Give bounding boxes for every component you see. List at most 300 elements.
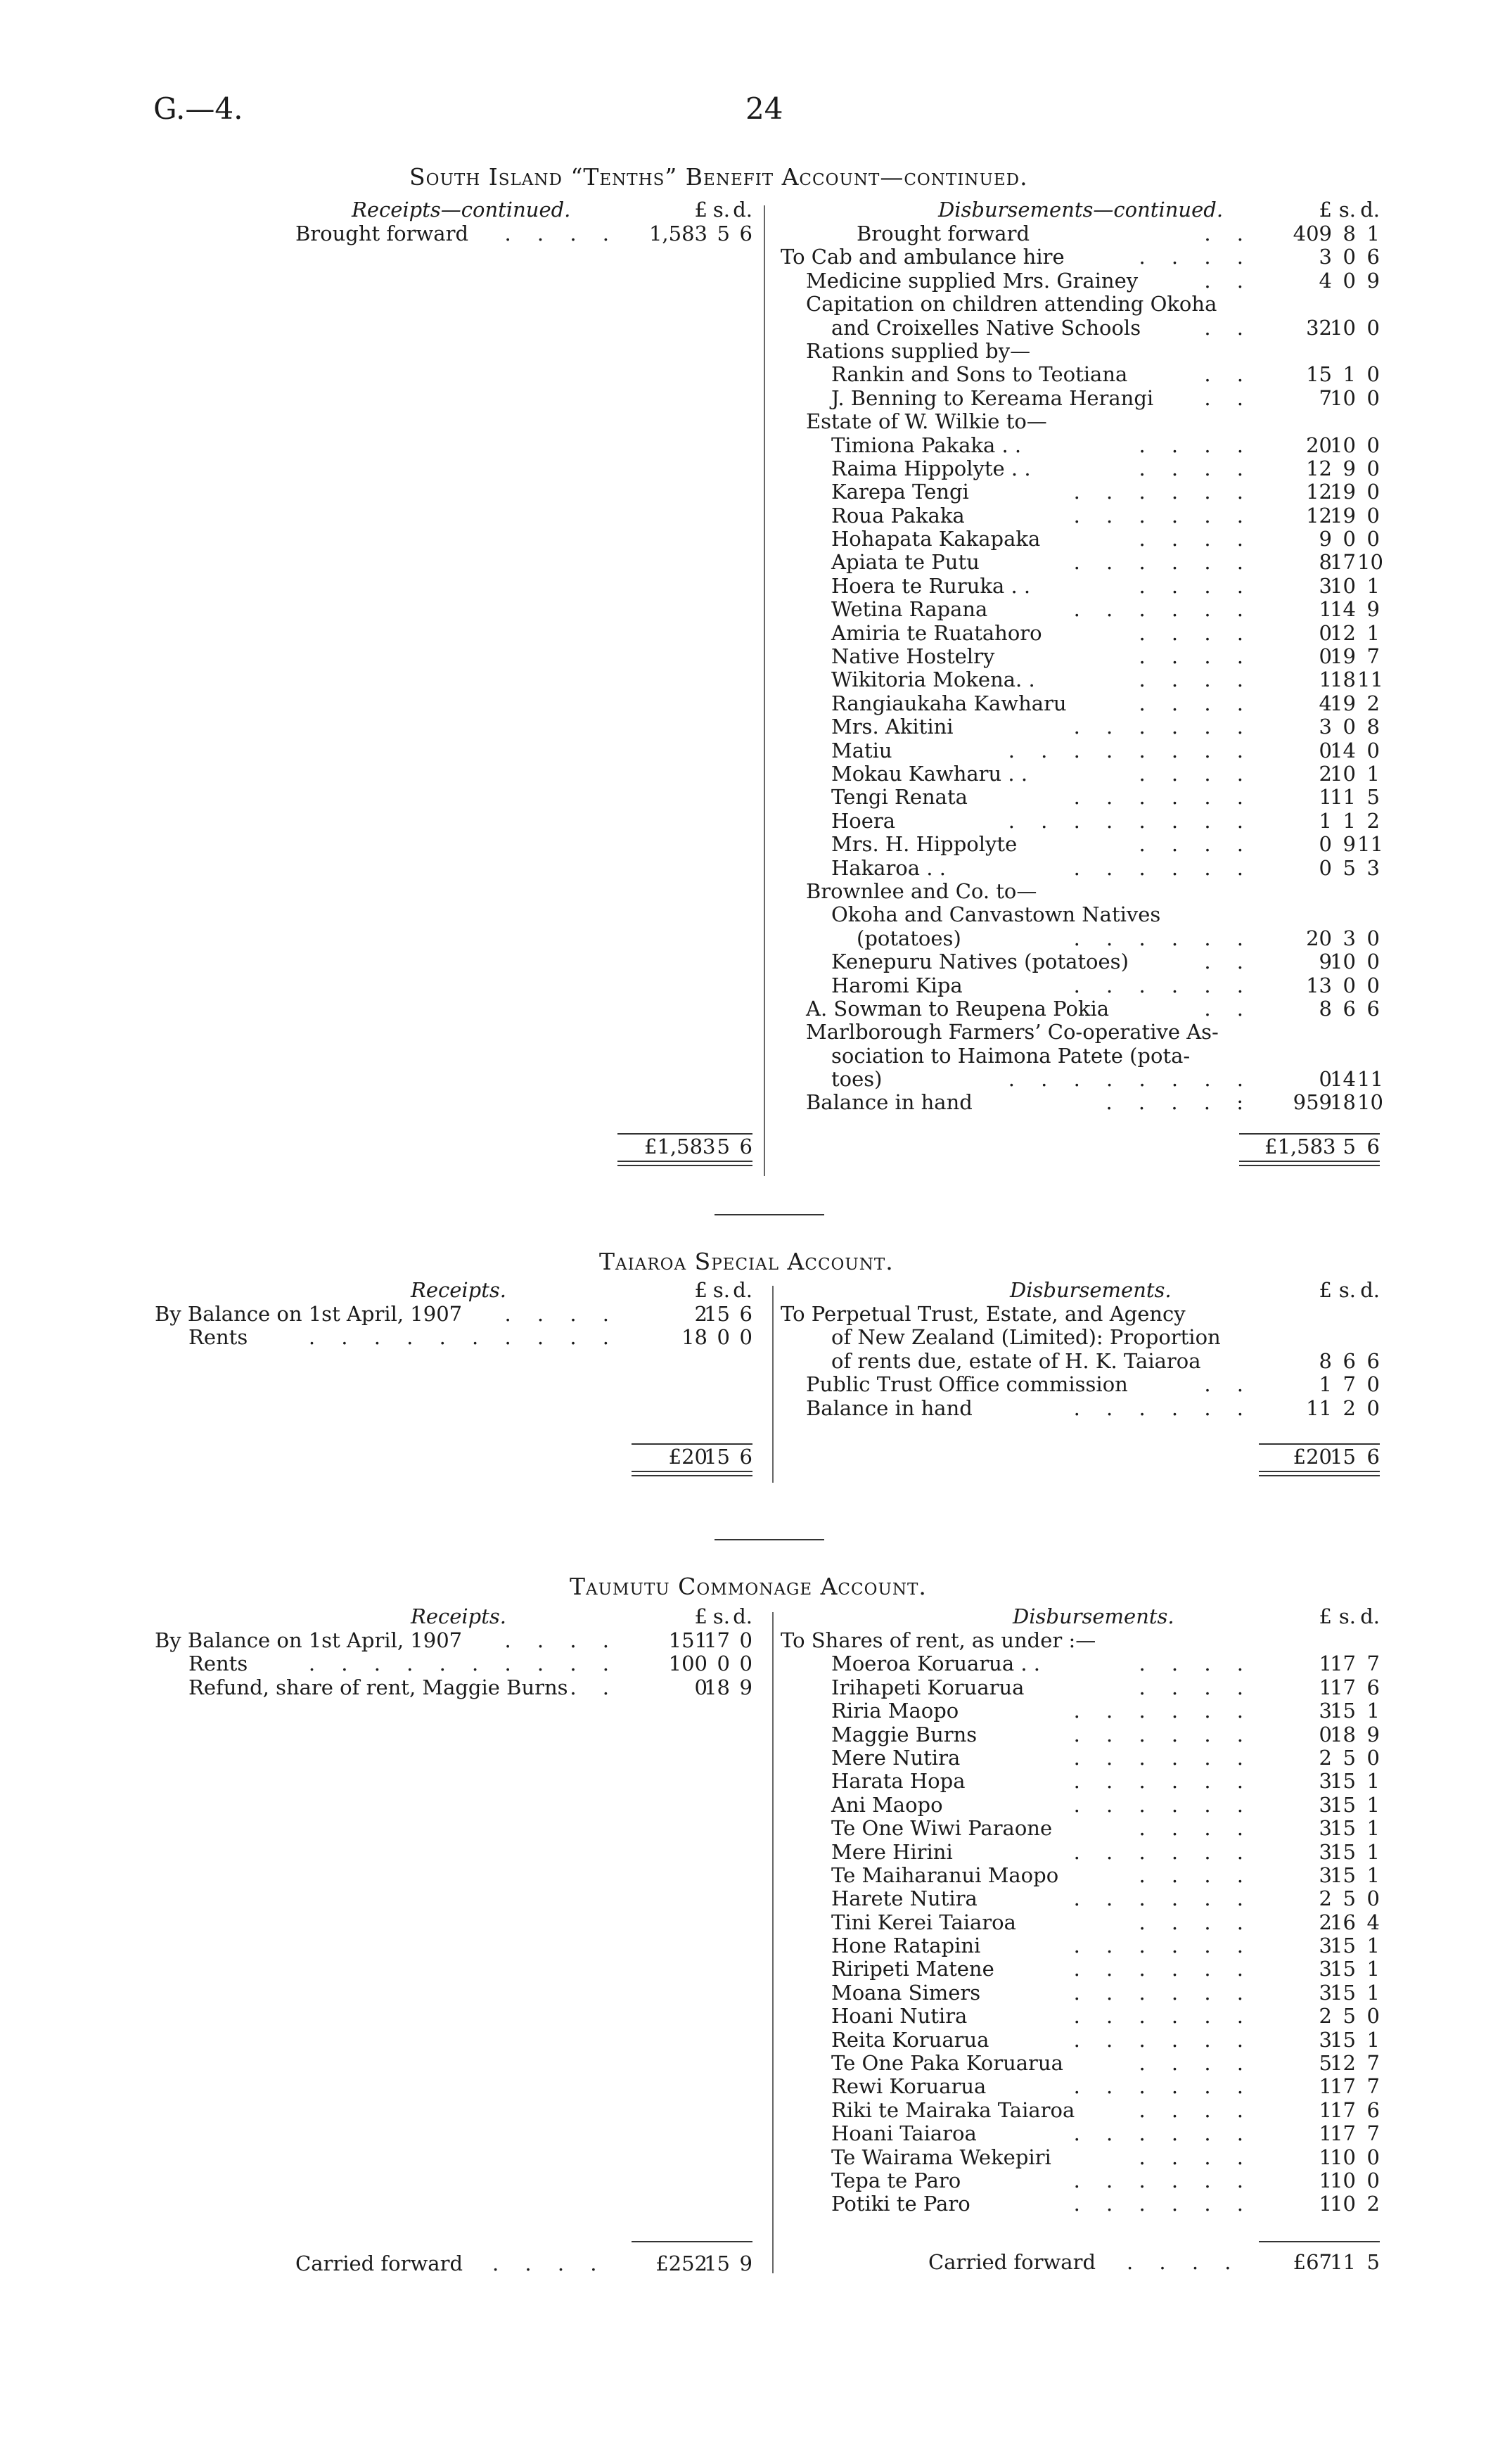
amount-pence: 0 <box>1366 926 1380 950</box>
col-shillings: s. <box>712 1278 730 1302</box>
leader-dots: . . . . . . <box>1073 1934 1253 1958</box>
amount-pounds: 3 <box>1319 1957 1332 1981</box>
leader-dots: . . <box>1204 315 1253 340</box>
amount-shillings: 3 <box>1343 926 1356 950</box>
s1-disb-total-pounds: £1,583 <box>1264 1135 1336 1158</box>
amount-pence: 9 <box>739 1675 752 1699</box>
amount-pounds: 9 <box>1319 527 1332 551</box>
s3-disb-carried-label: Carried forward <box>928 2250 1096 2274</box>
amount-shillings: 2 <box>1343 1395 1356 1420</box>
ledger-row <box>781 1817 1380 1840</box>
amount-pence: 0 <box>1366 433 1380 457</box>
amount-shillings: 15 <box>1330 1839 1356 1864</box>
amount-pounds: 0 <box>694 1675 707 1699</box>
amount-shillings: 1 <box>1343 362 1356 387</box>
amount-pence: 4 <box>1366 1910 1380 1934</box>
entry-label: Roua Pakaka <box>831 503 965 528</box>
amount-pence: 0 <box>1366 385 1380 410</box>
s3-receipts-carried-row <box>155 2252 752 2275</box>
ledger-row <box>781 832 1383 857</box>
leader-dots: . . . . . . . . <box>1008 808 1253 833</box>
amount-shillings: 17 <box>1330 1652 1356 1676</box>
amount-pounds: 0 <box>1319 832 1332 857</box>
ledger-row <box>781 1981 1380 2005</box>
amount-pence: 6 <box>739 222 752 245</box>
amount-shillings: 18 <box>1330 668 1356 692</box>
amount-pence: 1 <box>1366 1816 1380 1841</box>
amount-shillings: 18 <box>1330 1722 1356 1746</box>
leader-dots: . . . . <box>1139 1652 1253 1676</box>
amount-shillings: 6 <box>1343 1348 1356 1373</box>
s1-disb-header: Disbursements—continued. <box>938 198 1224 222</box>
leader-dots: . . . . . . <box>1073 1395 1253 1420</box>
leader-dots: . . . . . . <box>1073 2074 1253 2099</box>
ledger-row <box>155 1326 752 1349</box>
entry-label: and Croixelles Native Schools <box>831 315 1141 340</box>
leader-dots: . . <box>1204 950 1253 974</box>
amount-shillings: 14 <box>1330 738 1356 762</box>
ledger-row <box>781 2005 1380 2028</box>
amount-pounds: 0 <box>1319 620 1332 645</box>
amount-pounds: 3 <box>1319 1769 1332 1794</box>
entry-label: Estate of W. Wilkie to— <box>806 409 1047 434</box>
entry-label: To Perpetual Trust, Estate, and Agency <box>781 1302 1186 1326</box>
ledger-row <box>781 857 1380 880</box>
leader-dots: . . . . . . <box>1073 1886 1253 1911</box>
s1-receipts-total-row <box>295 1135 752 1158</box>
page-reference: G.—4. <box>153 91 243 126</box>
leader-dots: . . . . <box>1139 1675 1253 1699</box>
amount-shillings: 10 <box>1330 2192 1356 2216</box>
leader-dots: . . . . <box>1139 2051 1253 2076</box>
amount-shillings: 10 <box>1330 761 1356 786</box>
amount-pounds: 1 <box>1319 668 1332 692</box>
leader-dots: . . . . <box>1139 433 1253 457</box>
ledger-row <box>781 997 1380 1021</box>
entry-label: Mrs. H. Hippolyte <box>831 832 1018 857</box>
ledger-row <box>781 1067 1383 1092</box>
ledger-row <box>781 528 1380 551</box>
amount-pence: 0 <box>1366 973 1380 997</box>
amount-pounds: 3 <box>1319 1792 1332 1817</box>
entry-label: Haromi Kipa <box>831 973 963 997</box>
ledger-row <box>781 1373 1380 1396</box>
leader-dots: . . . . . . <box>1073 1722 1253 1746</box>
entry-label: Wetina Rapana <box>831 597 988 622</box>
ledger-row <box>781 1887 1380 1910</box>
s2-receipts-double-rule <box>632 1471 752 1476</box>
ledger-row <box>781 2052 1380 2075</box>
ledger-row <box>781 1090 1383 1115</box>
page-number: 24 <box>745 91 783 126</box>
entry-label: To Shares of rent, as under :— <box>781 1628 1096 1652</box>
s2-disb-total-shillings: 15 <box>1330 1445 1356 1469</box>
section-title-tenths: South Island “Tenths” Benefit Account—continued. <box>409 163 1028 191</box>
entry-label: Balance in hand <box>806 1090 973 1115</box>
amount-pence: 1 <box>1366 573 1380 598</box>
amount-shillings: 0 <box>1343 715 1356 739</box>
amount-shillings: 15 <box>1330 1863 1356 1887</box>
entry-label: Harete Nutira <box>831 1886 978 1911</box>
s1-receipts-header: Receipts—continued. <box>352 198 571 222</box>
entry-label: Amiria te Ruatahoro <box>831 620 1042 645</box>
amount-pounds: 8 <box>1319 996 1332 1021</box>
amount-pence: 0 <box>1366 1745 1380 1770</box>
entry-label: Balance in hand <box>806 1395 973 1420</box>
amount-pence: 0 <box>1366 2004 1380 2029</box>
amount-pence: 1 <box>1366 1957 1380 1981</box>
amount-shillings: 15 <box>1330 1957 1356 1981</box>
leader-dots: . . . . . . <box>1073 715 1253 739</box>
s2-receipts-list <box>155 1303 752 1350</box>
entry-label: Okoha and Canvastown Natives <box>831 902 1161 927</box>
ledger-row <box>781 645 1380 668</box>
entry-label: Rankin and Sons to Teotiana <box>831 362 1128 387</box>
amount-shillings: 0 <box>717 1325 730 1350</box>
amount-shillings: 15 <box>1330 1792 1356 1817</box>
leader-dots: . . . . . . <box>1073 2027 1253 2052</box>
leader-dots: . . . . . . . . <box>1008 1067 1253 1092</box>
entry-label: By Balance on 1st April, 1907 <box>155 1302 463 1326</box>
amount-pence: 5 <box>1366 785 1380 810</box>
amount-pence: 1 <box>1366 1839 1380 1864</box>
amount-pence: 11 <box>1357 832 1383 857</box>
amount-pence: 1 <box>1366 1699 1380 1723</box>
leader-dots: . . . . . . . . . . <box>308 1652 619 1676</box>
col-shillings: s. <box>712 198 730 222</box>
amount-pounds: 2 <box>1319 1886 1332 1911</box>
s3-receipts-carried-pence: 9 <box>739 2252 752 2275</box>
ledger-row <box>155 1676 752 1699</box>
amount-pence: 0 <box>739 1652 752 1676</box>
leader-dots: . . . . <box>1139 2097 1253 2122</box>
amount-shillings: 0 <box>1343 245 1356 269</box>
leader-dots: . . . . . . <box>1073 1980 1253 2005</box>
amount-pounds: 20 <box>1306 926 1332 950</box>
amount-shillings: 6 <box>1343 996 1356 1021</box>
ledger-row <box>295 222 752 245</box>
amount-shillings: 17 <box>1330 1675 1356 1699</box>
entry-label: Wikitoria Mokena. . <box>831 668 1035 692</box>
col-shillings: s. <box>1338 1278 1356 1302</box>
leader-dots: . . . . <box>1139 1816 1253 1841</box>
s1-receipts-list <box>295 222 752 245</box>
ledger-row <box>781 1021 1380 1044</box>
col-pounds: £ <box>694 1278 707 1302</box>
ledger-row <box>781 762 1380 786</box>
ledger-row <box>781 2075 1380 2098</box>
amount-shillings: 15 <box>1330 2027 1356 2052</box>
leader-dots: . . . . . . <box>1073 926 1253 950</box>
entry-label: Hoani Nutira <box>831 2004 968 2029</box>
s3-receipts-header: Receipts. <box>411 1604 506 1628</box>
entry-label: Tepa te Paro <box>831 2168 961 2192</box>
s3-receipts-carried-shillings: 15 <box>704 2252 730 2275</box>
ledger-row <box>781 1746 1380 1770</box>
s1-disb-total-pence: 6 <box>1366 1135 1380 1158</box>
amount-shillings: 10 <box>1330 315 1356 340</box>
s3-receipts-header-row <box>155 1605 752 1628</box>
leader-dots: . . . . . . <box>1073 2192 1253 2216</box>
amount-pence: 2 <box>1366 808 1380 833</box>
entry-label: Te Wairama Wekepiri <box>831 2145 1051 2169</box>
amount-pence: 1 <box>1366 1980 1380 2005</box>
entry-label: toes) <box>831 1067 883 1092</box>
amount-shillings: 17 <box>704 1628 730 1652</box>
s1-disb-total-shillings: 5 <box>1343 1135 1356 1158</box>
ledger-row <box>781 222 1380 245</box>
amount-pence: 6 <box>1366 1675 1380 1699</box>
s2-disb-total-pounds: £20 <box>1293 1445 1332 1469</box>
s2-receipts-total-pence: 6 <box>739 1445 752 1469</box>
ledger-row <box>155 1303 752 1326</box>
entry-label: Karepa Tengi <box>831 480 969 504</box>
col-pounds: £ <box>1319 1604 1332 1628</box>
col-pence: d. <box>733 1278 752 1302</box>
entry-label: Mere Hirini <box>831 1839 953 1864</box>
ledger-row <box>781 245 1380 269</box>
amount-pence: 1 <box>1366 761 1380 786</box>
amount-shillings: 19 <box>1330 480 1356 504</box>
s2-disb-total-row <box>781 1445 1380 1469</box>
leader-dots: . . . . . . . . <box>1008 738 1253 762</box>
leader-dots: . . . . <box>1139 832 1253 857</box>
leader-dots: . . <box>570 1675 619 1699</box>
col-pence: d. <box>1360 1604 1380 1628</box>
amount-pence: 0 <box>1366 362 1380 387</box>
amount-shillings: 19 <box>1330 503 1356 528</box>
amount-pence: 1 <box>1366 1863 1380 1887</box>
leader-dots: . . . . . . <box>1073 855 1253 880</box>
amount-shillings: 10 <box>1330 433 1356 457</box>
s3-disb-carried-shillings: 11 <box>1330 2250 1356 2274</box>
entry-label: Hakaroa . . <box>831 855 946 880</box>
leader-dots: . . <box>1204 362 1253 387</box>
s2-receipts-total-pounds: £20 <box>668 1445 707 1469</box>
entry-label: Hohapata Kakapaka <box>831 527 1041 551</box>
ledger-row <box>781 1911 1380 1934</box>
leader-dots: . . . . . . <box>1073 550 1253 575</box>
entry-label: Hone Ratapini <box>831 1934 981 1958</box>
ledger-row <box>781 739 1380 762</box>
leader-dots: . . . . . . <box>1073 785 1253 810</box>
col-pence: d. <box>733 198 752 222</box>
entry-label: Apiata te Putu <box>831 550 980 575</box>
amount-shillings: 0 <box>717 1652 730 1676</box>
entry-label: Raima Hippolyte . . <box>831 456 1031 480</box>
amount-pence: 1 <box>1366 2027 1380 2052</box>
ledger-row <box>781 1350 1380 1373</box>
amount-shillings: 19 <box>1330 691 1356 715</box>
ledger-row <box>781 575 1380 598</box>
amount-pounds: 151 <box>668 1628 707 1652</box>
amount-pounds: 18 <box>681 1325 707 1350</box>
amount-pounds: 1 <box>1319 2145 1332 2169</box>
amount-pence: 7 <box>1366 2074 1380 2099</box>
amount-shillings: 14 <box>1330 1067 1356 1092</box>
col-pence: d. <box>1360 1278 1380 1302</box>
ledger-row <box>781 786 1380 809</box>
ledger-row <box>781 1676 1380 1699</box>
s3-disb-header-row <box>781 1605 1380 1628</box>
ledger-row <box>781 1770 1380 1793</box>
ledger-row <box>781 410 1380 433</box>
amount-pence: 0 <box>1366 2168 1380 2192</box>
ledger-row <box>781 1652 1380 1675</box>
amount-shillings: 1 <box>1343 808 1356 833</box>
amount-pounds: 20 <box>1306 433 1332 457</box>
ledger-row <box>781 2099 1380 2122</box>
amount-pounds: 1 <box>1319 2074 1332 2099</box>
entry-label: Brownlee and Co. to— <box>806 879 1037 903</box>
amount-pence: 2 <box>1366 2192 1380 2216</box>
amount-shillings: 5 <box>717 222 730 245</box>
s3-disb-carried-pence: 5 <box>1366 2250 1380 2274</box>
s2-receipts-total-row <box>155 1445 752 1469</box>
entry-label: Public Trust Office commission <box>806 1372 1128 1397</box>
entry-label: Reita Koruarua <box>831 2027 989 2052</box>
leader-dots: . . . . <box>1139 668 1253 692</box>
entry-label: Capitation on children attending Okoha <box>806 292 1217 317</box>
amount-pence: 10 <box>1357 550 1383 575</box>
amount-pence: 9 <box>1366 268 1380 293</box>
leader-dots: . . . . <box>1139 620 1253 645</box>
amount-shillings: 16 <box>1330 1910 1356 1934</box>
leader-dots: . . . . . . <box>1073 503 1253 528</box>
entry-label: Te Maiharanui Maopo <box>831 1863 1059 1887</box>
s1-divider <box>764 205 765 1176</box>
entry-label: Moeroa Koruarua . . <box>831 1652 1041 1676</box>
amount-pounds: 12 <box>1306 480 1332 504</box>
col-pounds: £ <box>1319 1278 1332 1302</box>
amount-pounds: 9 <box>1319 950 1332 974</box>
leader-dots: . . . . . . <box>1073 973 1253 997</box>
entry-label: Hoani Taiaroa <box>831 2121 977 2146</box>
amount-shillings: 9 <box>1343 832 1356 857</box>
amount-pounds: 7 <box>1319 385 1332 410</box>
leader-dots: . . . . <box>504 1302 619 1326</box>
amount-pounds: 3 <box>1319 1839 1332 1864</box>
s1-receipts-total-pounds: £1,583 <box>644 1135 716 1158</box>
amount-shillings: 10 <box>1330 385 1356 410</box>
amount-pounds: 1 <box>1319 2121 1332 2146</box>
amount-pence: 11 <box>1357 1067 1383 1092</box>
col-pounds: £ <box>694 198 707 222</box>
amount-shillings: 15 <box>1330 1816 1356 1841</box>
amount-pence: 0 <box>1366 456 1380 480</box>
amount-shillings: 5 <box>1343 1886 1356 1911</box>
s3-disb-header: Disbursements. <box>1013 1604 1174 1628</box>
entry-label: Te One Paka Koruarua <box>831 2051 1063 2076</box>
amount-pounds: 100 <box>668 1652 707 1676</box>
leader-dots: . . . . . . <box>1073 1839 1253 1864</box>
amount-shillings: 10 <box>1330 950 1356 974</box>
amount-pence: 0 <box>739 1628 752 1652</box>
ledger-row <box>155 1629 752 1652</box>
leader-dots: . . . . . . <box>1073 480 1253 504</box>
entry-label: Native Hostelry <box>831 644 995 669</box>
leader-dots: . . . . . . <box>1073 1769 1253 1794</box>
amount-pounds: 1 <box>1319 2168 1332 2192</box>
amount-pounds: 1 <box>1319 1652 1332 1676</box>
amount-pence: 0 <box>1366 527 1380 551</box>
s2-receipts-total-shillings: 15 <box>704 1445 730 1469</box>
ledger-row <box>781 480 1380 504</box>
entry-label: (potatoes) <box>857 926 961 950</box>
leader-dots: . . . . <box>1139 1863 1253 1887</box>
ledger-row <box>781 692 1380 715</box>
leader-dots: . . . . . . <box>1073 2004 1253 2029</box>
amount-shillings: 10 <box>1330 2168 1356 2192</box>
amount-pounds: 1 <box>1319 2192 1332 2216</box>
section-title-taiaroa: Taiaroa Special Account. <box>599 1248 894 1275</box>
entry-label: Harata Hopa <box>831 1769 966 1794</box>
s3-divider <box>772 1612 774 2273</box>
leader-dots: . . <box>1204 1372 1253 1397</box>
ledger-row <box>781 622 1380 645</box>
amount-shillings: 9 <box>1343 456 1356 480</box>
amount-pounds: 1 <box>1319 2097 1332 2122</box>
ledger-row <box>781 1699 1380 1723</box>
ledger-row <box>781 317 1380 340</box>
amount-pounds: 2 <box>1319 1745 1332 1770</box>
leader-dots: . . . . <box>1139 644 1253 669</box>
amount-pence: 2 <box>1366 691 1380 715</box>
ledger-row <box>781 1326 1380 1349</box>
leader-dots: . . . . . . <box>1073 1957 1253 1981</box>
s3-disb-carried-dots: . . . . <box>1127 2250 1241 2274</box>
ledger-row <box>781 1794 1380 1817</box>
amount-pounds: 0 <box>1319 855 1332 880</box>
ledger-row <box>781 2029 1380 2052</box>
amount-pounds: 8 <box>1319 1348 1332 1373</box>
ledger-row <box>781 1397 1380 1420</box>
amount-pence: 0 <box>1366 2145 1380 2169</box>
ledger-row <box>781 715 1380 739</box>
s2-disb-list <box>781 1303 1380 1420</box>
amount-pence: 3 <box>1366 855 1380 880</box>
col-shillings: s. <box>1338 198 1356 222</box>
s3-receipts-list <box>155 1629 752 1699</box>
amount-shillings: 15 <box>1330 1934 1356 1958</box>
ledger-row <box>781 363 1380 386</box>
amount-pounds: 1 <box>1319 1675 1332 1699</box>
amount-pounds: 0 <box>1319 1722 1332 1746</box>
s1-disb-list <box>781 222 1383 1115</box>
ledger-row <box>781 1045 1380 1068</box>
entry-label: Mrs. Akitini <box>831 715 954 739</box>
amount-pounds: 3 <box>1319 1816 1332 1841</box>
entry-label: Brought forward <box>857 222 1030 245</box>
entry-label: Moana Simers <box>831 1980 981 2005</box>
s3-disb-list <box>781 1629 1380 2216</box>
amount-pounds: 3 <box>1319 573 1332 598</box>
col-pounds: £ <box>1319 198 1332 222</box>
entry-label: Tini Kerei Taiaroa <box>831 1910 1016 1934</box>
amount-pounds: 1 <box>1319 808 1332 833</box>
amount-pence: 7 <box>1366 644 1380 669</box>
amount-pence: 1 <box>1366 620 1380 645</box>
entry-label: Irihapeti Koruarua <box>831 1675 1025 1699</box>
col-pounds: £ <box>694 1604 707 1628</box>
s2-disb-header-row <box>781 1279 1380 1302</box>
amount-pence: 6 <box>1366 1348 1380 1373</box>
ledger-row <box>781 1957 1380 1981</box>
s3-disb-carried-pounds: £67 <box>1293 2250 1332 2274</box>
entry-label: Te One Wiwi Paraone <box>831 1816 1053 1841</box>
amount-shillings: 17 <box>1330 2121 1356 2146</box>
amount-shillings: 15 <box>1330 1769 1356 1794</box>
